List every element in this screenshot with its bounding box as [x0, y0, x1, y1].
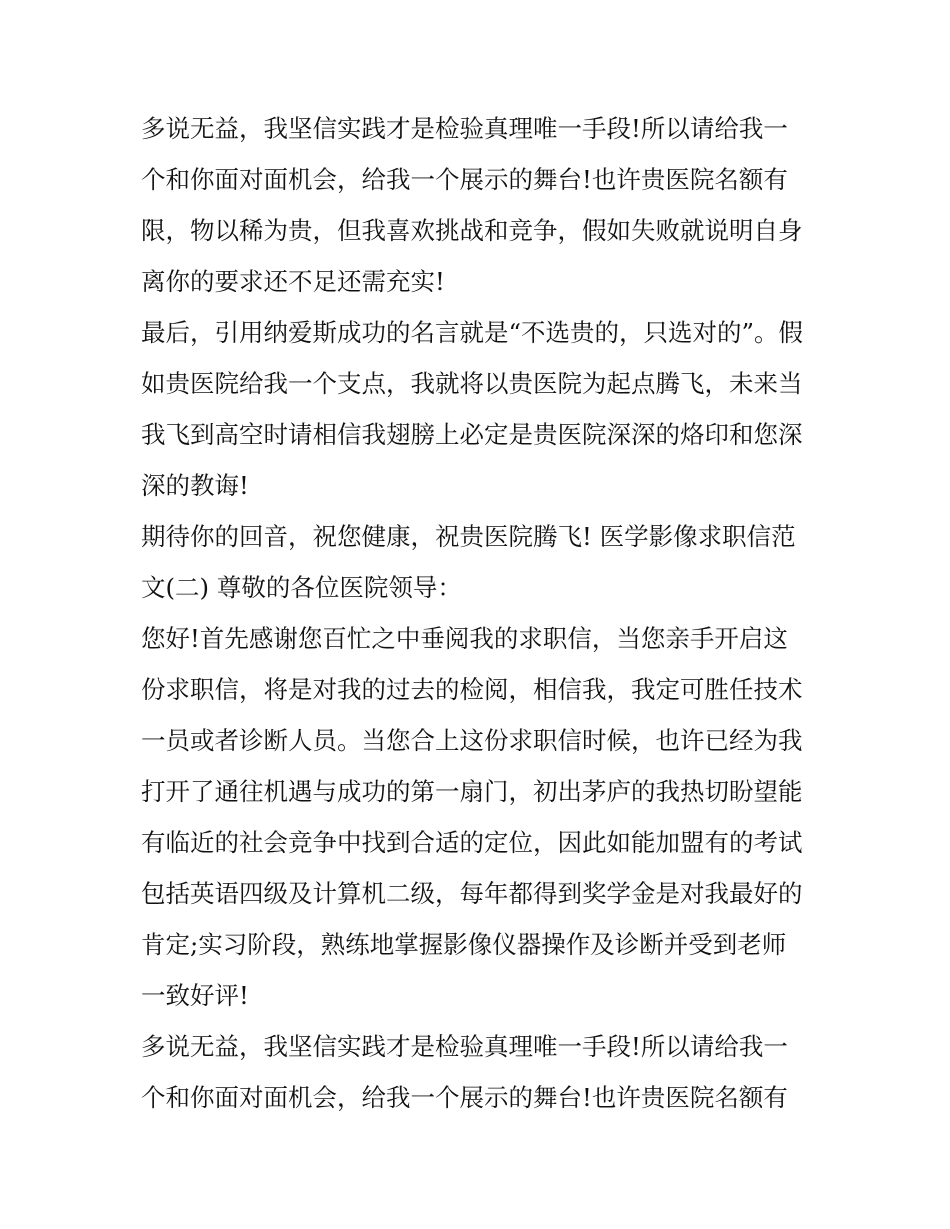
text-line: 个和你面对面机会，给我一个展示的舞台!也许贵医院名额有 — [141, 1083, 788, 1112]
text-line: 个和你面对面机会，给我一个展示的舞台!也许贵医院名额有 — [141, 165, 788, 194]
text-line: 一致好评! — [141, 981, 249, 1010]
text-line: 如贵医院给我一个支点，我就将以贵医院为起点腾飞，未来当 — [141, 369, 803, 398]
text-line: 离你的要求还不足还需充实! — [141, 267, 445, 296]
text-line: 限，物以稀为贵，但我喜欢挑战和竞争，假如失败就说明自身 — [141, 216, 803, 245]
text-line: 期待你的回音，祝您健康，祝贵医院腾飞! 医学影像求职信范 — [141, 522, 796, 551]
text-line: 您好!首先感谢您百忙之中垂阅我的求职信，当您亲手开启这 — [141, 624, 788, 653]
text-line: 我飞到高空时请相信我翅膀上必定是贵医院深深的烙印和您深 — [141, 420, 803, 449]
text-line: 份求职信，将是对我的过去的检阅，相信我，我定可胜任技术 — [141, 675, 803, 704]
text-line: 包括英语四级及计算机二级，每年都得到奖学金是对我最好的 — [141, 879, 803, 908]
text-line: 最后，引用纳爱斯成功的名言就是“不选贵的，只选对的”。假 — [141, 318, 804, 347]
text-line: 多说无益，我坚信实践才是检验真理唯一手段!所以请给我一 — [141, 1032, 788, 1061]
text-line: 多说无益，我坚信实践才是检验真理唯一手段!所以请给我一 — [141, 114, 788, 143]
text-line: 一员或者诊断人员。当您合上这份求职信时候，也许已经为我 — [141, 726, 803, 755]
text-line: 打开了通往机遇与成功的第一扇门，初出茅庐的我热切盼望能 — [141, 777, 803, 806]
text-line: 肯定;实习阶段，熟练地掌握影像仪器操作及诊断并受到老师 — [141, 930, 787, 959]
text-line: 文(二) 尊敬的各位医院领导： — [141, 573, 462, 602]
text-line: 有临近的社会竞争中找到合适的定位，因此如能加盟有的考试 — [141, 828, 803, 857]
text-line: 深的教诲! — [141, 471, 249, 500]
